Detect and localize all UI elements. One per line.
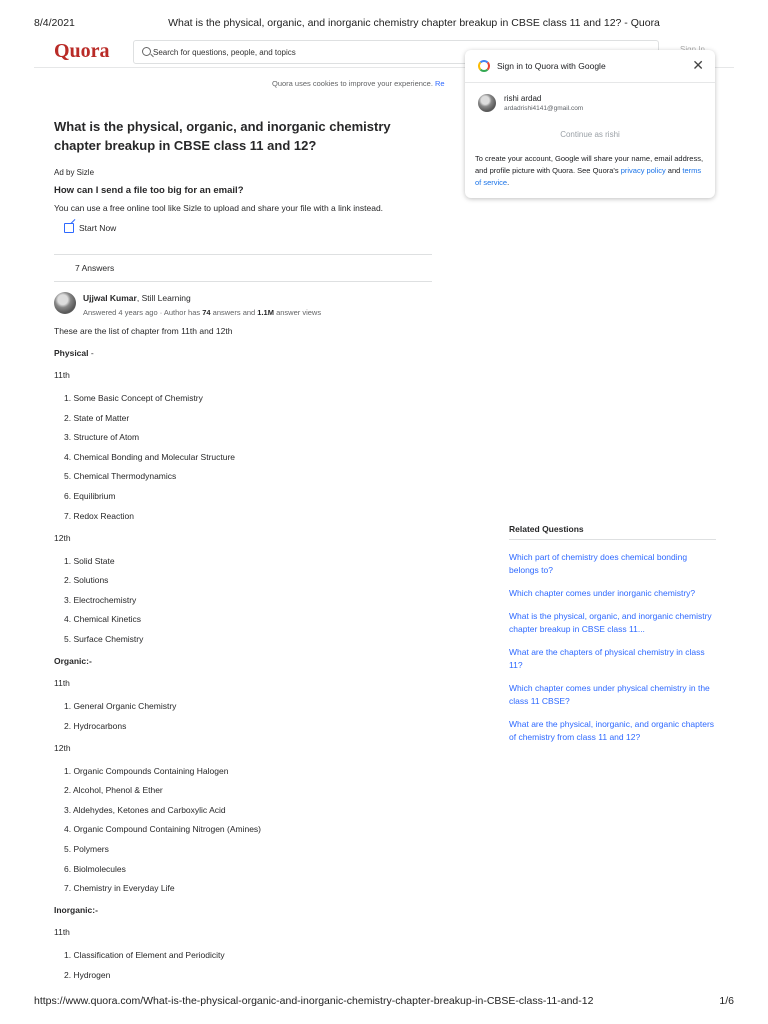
inorganic-heading: Inorganic:- [54, 905, 98, 916]
print-header [0, 17, 768, 31]
answer-body [54, 325, 434, 981]
print-date: 8/4/2021 [34, 17, 75, 29]
related-questions [509, 524, 716, 744]
related-questions-title: Related Questions [509, 524, 716, 540]
view-total: 1.1M [257, 308, 274, 317]
print-title: What is the physical, organic, and inorganic chemistry chapter breakup in CBSE class 11 and 12? - Quora [168, 17, 660, 29]
physical-11-label: 11th [54, 370, 70, 380]
answer-total: 74 [202, 308, 211, 317]
list-item: 3. Electrochemistry [64, 594, 137, 605]
physical-heading-line [54, 347, 434, 359]
consent-period: . [507, 178, 510, 187]
list-item: 2. Solutions [64, 575, 109, 586]
answer-author [54, 291, 434, 321]
list-item: 3. Structure of Atom [64, 432, 140, 443]
list-item: 2. Hydrogen [64, 969, 111, 980]
answer-intro: These are the list of chapter from 11th and 12th [54, 326, 233, 336]
divider [54, 254, 432, 255]
cookie-text: Quora uses cookies to improve your experience. [272, 79, 433, 88]
google-popup-divider [465, 82, 715, 83]
ad-label: Ad by Sizle [54, 168, 95, 177]
google-account-name: rishi ardad [504, 94, 542, 103]
organic-heading-line [54, 655, 434, 667]
cookie-notice [272, 79, 445, 88]
list-item: 2. Hydrocarbons [64, 720, 127, 731]
privacy-policy-link[interactable]: privacy policy [620, 166, 666, 175]
list-item: 3. Aldehydes, Ketones and Carboxylic Acid [64, 804, 226, 815]
list-item: 1. Solid State [64, 555, 115, 566]
cookie-link[interactable]: Re [435, 79, 445, 88]
meta-mid: answers and [210, 308, 258, 317]
external-link-icon [64, 223, 74, 233]
related-question-link[interactable]: What are the chapters of physical chemistry in class 11? [509, 647, 705, 670]
list-item: 4. Chemical Kinetics [64, 614, 142, 625]
list-item: 6. Equilibrium [64, 490, 116, 501]
list-item: 2. Alcohol, Phenol & Ether [64, 785, 163, 796]
author-credential: , Still Learning [136, 293, 191, 303]
list-item: 7. Redox Reaction [64, 510, 134, 521]
consent-and: and [665, 166, 683, 175]
meta-prefix: Answered 4 years ago · Author has [83, 308, 203, 317]
physical-12-label: 12th [54, 532, 71, 543]
list-item: 5. Surface Chemistry [64, 633, 144, 644]
ad-body: You can use a free online tool like Sizle to upload and share your file with a link instead. [54, 203, 384, 213]
inorganic-heading-line [54, 904, 434, 916]
list-item: 1. Some Basic Concept of Chemistry [64, 393, 203, 403]
author-name[interactable]: Ujjwal Kumar [83, 293, 137, 303]
print-url: https://www.quora.com/What-is-the-physical-organic-and-inorganic-chemistry-chapter-breakup-in-CBSE-class-11-and-12 [34, 995, 594, 1007]
physical-suffix: - [88, 348, 94, 358]
list-item: 4. Organic Compound Containing Nitrogen (Amines) [64, 824, 262, 835]
divider [54, 281, 432, 282]
quora-logo[interactable]: Quora [54, 40, 110, 62]
continue-button[interactable]: Continue as rishi [560, 130, 620, 139]
organic-11-list [64, 700, 434, 732]
list-item: 1. Organic Compounds Containing Halogen [64, 765, 229, 776]
meta-suffix: answer views [273, 308, 322, 317]
related-question-link[interactable]: Which part of chemistry does chemical bonding belongs to? [509, 552, 688, 575]
google-popup-title: Sign in to Quora with Google [497, 61, 606, 71]
close-icon[interactable]: ✕ [692, 57, 704, 73]
answers-count[interactable]: 7 Answers [75, 263, 115, 273]
related-question-link[interactable]: Which chapter comes under physical chemistry in the class 11 CBSE? [509, 683, 710, 706]
start-now-label: Start Now [79, 223, 117, 233]
related-question-link[interactable]: What are the physical, inorganic, and organic chapters of chemistry from class 11 and 12? [509, 719, 715, 742]
organic-12-label: 12th [54, 742, 71, 753]
search-icon [142, 47, 151, 56]
avatar[interactable] [54, 292, 76, 314]
start-now-button[interactable] [64, 223, 434, 233]
list-item: 7. Chemistry in Everyday Life [64, 883, 175, 894]
list-item: 5. Chemical Thermodynamics [64, 471, 177, 482]
google-consent-text [475, 153, 707, 189]
organic-12-list [64, 765, 434, 895]
terms-of-service-link[interactable]: terms of service [475, 166, 702, 187]
consent-prefix: To create your account, Google will share your name, email address, and profile picture with Quora. See Quora's [475, 154, 704, 175]
list-item: 2. State of Matter [64, 412, 130, 423]
list-item: 4. Chemical Bonding and Molecular Structure [64, 451, 236, 462]
google-signin-popup [465, 50, 715, 198]
google-icon [478, 60, 490, 72]
author-meta [83, 308, 321, 317]
print-page-number: 1/6 [719, 995, 734, 1007]
inorganic-11-list [64, 949, 434, 981]
list-item: 5. Polymers [64, 843, 109, 854]
organic-11-label: 11th [54, 677, 70, 688]
related-question-link[interactable]: Which chapter comes under inorganic chemistry? [509, 588, 696, 598]
physical-heading: Physical [54, 348, 89, 358]
list-item: 1. Classification of Element and Periodicity [64, 950, 225, 961]
author-name-line [83, 293, 191, 303]
avatar [478, 94, 496, 112]
google-popup-header [478, 57, 704, 74]
ad-block [54, 168, 434, 233]
ad-title[interactable]: How can I send a file too big for an email? [54, 185, 244, 196]
list-item: 6. Biolmolecules [64, 863, 126, 874]
list-item: 1. General Organic Chemistry [64, 700, 177, 711]
question-title: What is the physical, organic, and inorganic chemistry chapter breakup in CBSE class 11 and 12? [54, 119, 391, 153]
related-question-link[interactable]: What is the physical, organic, and inorganic chemistry chapter breakup in CBSE class 11... [509, 611, 712, 634]
physical-11-list [64, 392, 434, 522]
organic-heading: Organic:- [54, 655, 92, 666]
inorganic-11-label: 11th [54, 927, 70, 938]
google-account-email: ardadrishi4141@gmail.com [504, 105, 584, 112]
google-account-row[interactable] [478, 94, 704, 118]
physical-12-list [64, 555, 434, 645]
